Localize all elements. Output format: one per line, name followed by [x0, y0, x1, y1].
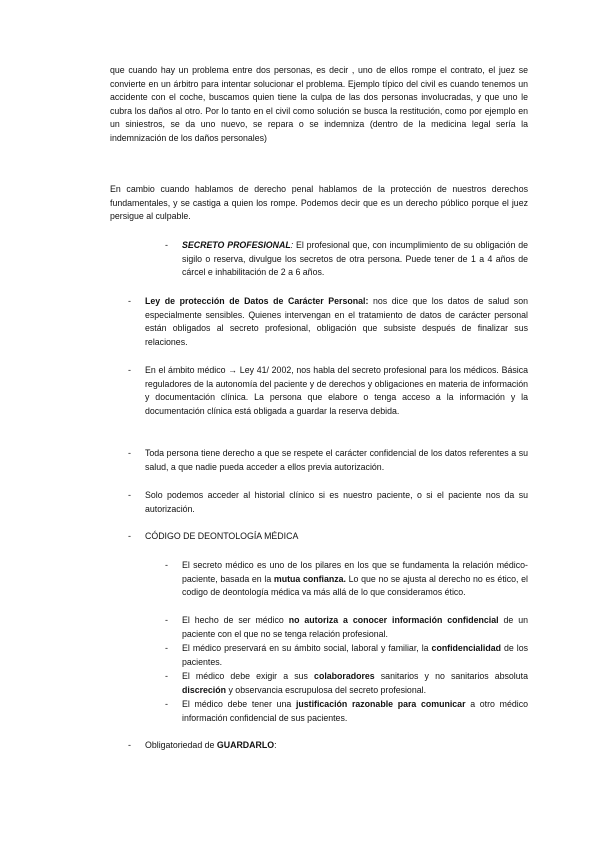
codigo-subitem-no-autoriza: El hecho de ser médico no autoriza a conocer información confidencial de un paciente con el que no se tenga relación profesional. [182, 615, 528, 639]
bullet-dash: - [128, 448, 131, 458]
codigo-subitem-colaboradores: El médico debe exigir a sus colaboradores sanitarios y no sanitarios absoluta discreción y observancia escrupulosa del secreto profesional. [182, 671, 528, 695]
codigo-deontologia-heading: CÓDIGO DE DEONTOLOGÍA MÉDICA [145, 531, 299, 541]
bullet-dash: - [128, 531, 131, 541]
paragraph-penal-law: En cambio cuando hablamos de derecho penal hablamos de la protección de nuestros derechos fundamentales, y se castiga a quien los rompe. Podemos decir que es un derecho público porque el juez persigue al culpable. [110, 184, 528, 221]
codigo-subitem-justificacion: El médico debe tener una justificación razonable para comunicar a otro médico información confidencial de sus pacientes. [182, 699, 528, 723]
codigo-subitem-confianza: El secreto médico es uno de los pilares en los que se fundamenta la relación médico-paciente, basada en la mutua confianza. Lo que no se ajusta al derecho no es ético, el codigo de deontología médica va más allá de lo que consideramos ético. [182, 560, 528, 597]
bullet-dash: - [165, 643, 168, 653]
bullet-dash: - [128, 740, 131, 750]
historial-clinico-item: Solo podemos acceder al historial clínico si es nuestro paciente, o si el paciente nos da su autorización. [145, 490, 528, 514]
obligatoriedad-item: Obligatoriedad de GUARDARLO: [145, 740, 277, 750]
codigo-subitem-confidencialidad: El médico preservará en su ámbito social, laboral y familiar, la confidencialidad de los pacientes. [182, 643, 528, 667]
bullet-dash: - [128, 296, 131, 306]
secreto-profesional-title: SECRETO PROFESIONAL [182, 240, 291, 250]
bullet-dash: - [128, 490, 131, 500]
secreto-profesional-item: SECRETO PROFESIONAL: El profesional que, con incumplimiento de su obligación de sigilo o reserva, divulgue los secretos de otra persona. Puede tener de 1 a 4 años de cárcel e inhabilitación de 2 a 6 años. [182, 240, 528, 277]
bullet-dash: - [165, 240, 168, 250]
bullet-dash: - [165, 560, 168, 570]
bullet-dash: - [165, 699, 168, 709]
bullet-dash: - [165, 671, 168, 681]
ambito-medico-item: En el ámbito médico → Ley 41/ 2002, nos habla del secreto profesional para los médicos. Básica reguladores de la autonomía del paciente y de derechos y obligaciones en materia de información y documentación clínica. La persona que elabore o tenga acceso a la información y la documentación clínica está obligada a guardar la reserva debida. [145, 365, 528, 416]
derecho-confidencial-item: Toda persona tiene derecho a que se respete el carácter confidencial de los datos referentes a su salud, a que nadie pueda acceder a ellos previa autorización. [145, 448, 528, 472]
ley-proteccion-datos-item: Ley de protección de Datos de Carácter Personal: nos dice que los datos de salud son especialmente sensibles. Quienes intervengan en el tratamiento de datos de carácter personal están obligados al secreto profesional, obligación que subsiste después de finalizar sus relaciones. [145, 296, 528, 347]
bullet-dash: - [165, 615, 168, 625]
paragraph-civil-law: que cuando hay un problema entre dos personas, es decir , uno de ellos rompe el contrato, el juez se convierte en un árbitro para intentar solucionar el problema. Ejemplo típico del civil es cuando tenemos un accidente con el coche, buscamos quien tiene la culpa de las dos personas involucradas, y que uno le cubra los daños al otro. Por lo tanto en el civil como solución se busca la restitución, como por ejemplo en un siniestros, se da uno nuevo, se repara o se indemniza (dentro de la medicina legal sería la indemnización de los daños personales) [110, 65, 528, 143]
bullet-dash: - [128, 365, 131, 375]
